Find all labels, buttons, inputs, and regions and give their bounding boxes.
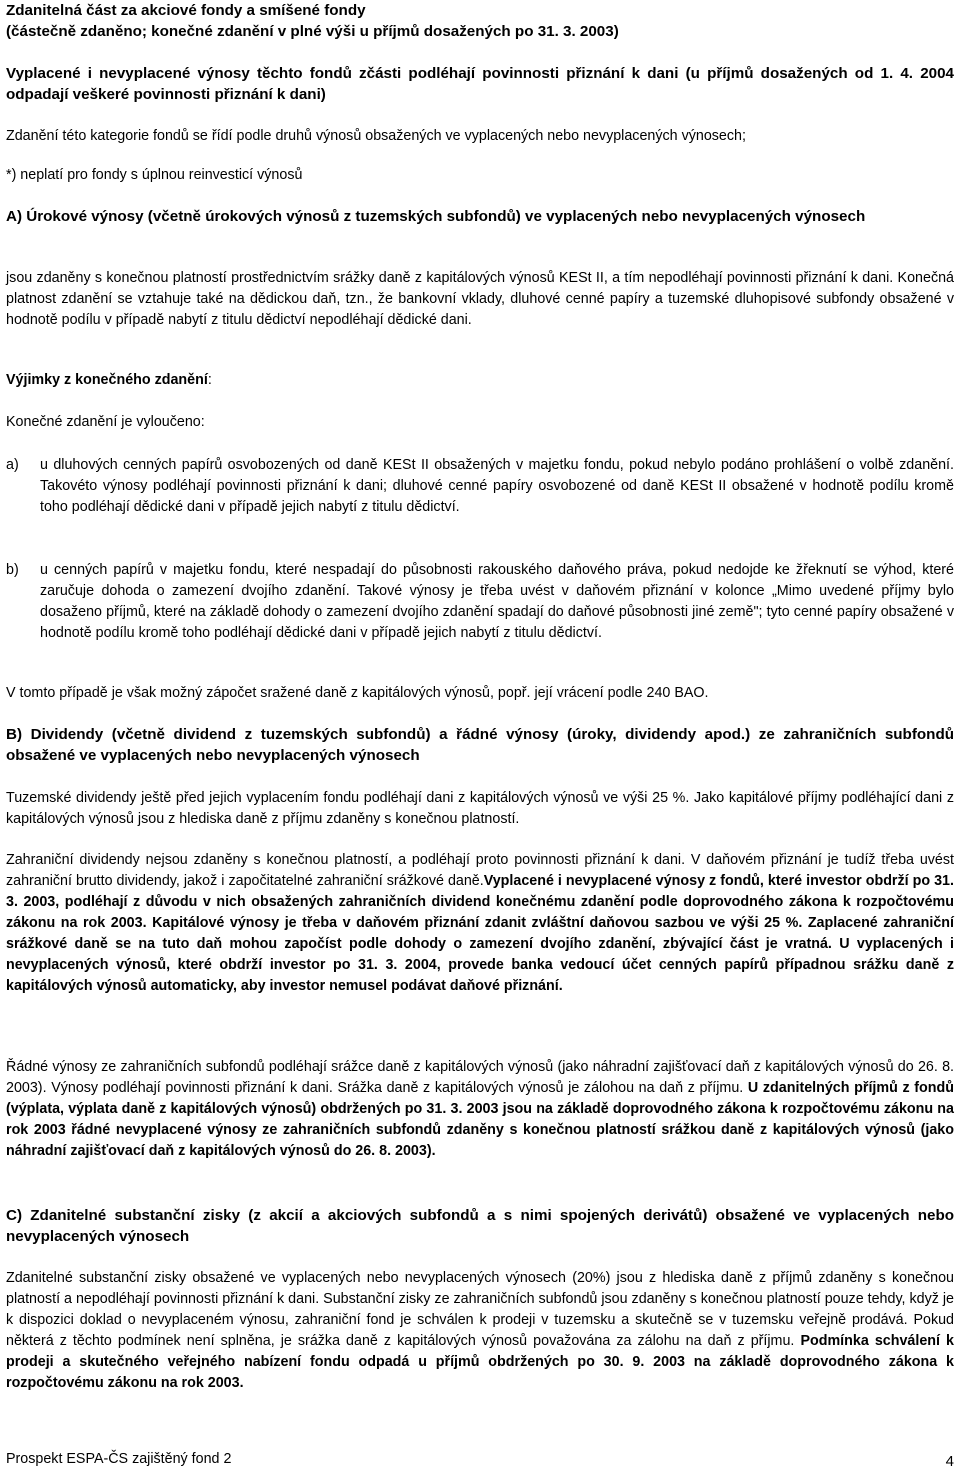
intro-paragraph xyxy=(6,63,954,105)
section-b-p3-normal: Řádné výnosy ze zahraničních subfondů podléhají srážce daně z kapitálových výnosů (jako náhradní zajišťovací daň z kapitálových výnosů do 26. 8. 2003). Výnosy podléhají povinnosti přiznání k dani. Srážka daně z kapitálových výnosů je zálohou na daň z příjmu. xyxy=(6,1059,954,1096)
list-marker: a) xyxy=(6,457,19,473)
excluded-paragraph: Konečné zdanění je vyloučeno: xyxy=(6,414,205,430)
section-c-paragraph-1 xyxy=(6,1268,954,1394)
credit-paragraph: V tomto případě je však možný zápočet sražené daně z kapitálových výnosů, popř. její vrácení podle 240 BAO. xyxy=(6,685,709,701)
intro-bold-text: Vyplacené i nevyplacené výnosy těchto fondů zčásti podléhají povinnosti přiznání k dani (u příjmů dosažených od 1. 4. xyxy=(6,65,914,82)
document-title xyxy=(6,0,954,42)
title-line-1: Zdanitelná část za akciové fondy a smíšené fondy xyxy=(6,2,366,19)
exceptions-heading xyxy=(6,370,954,391)
section-b-heading: B) Dividendy (včetně dividend z tuzemských subfondů) a řádné výnosy (úroky, dividendy apod.) ze zahraničních subfondů obsažené ve vyplacených nebo nevyplacených výnosech xyxy=(6,726,954,764)
section-c-p1-normal: Zdanitelné substanční zisky obsažené ve vyplacených nebo nevyplacených výnosech (20%) jsou z hlediska daně z příjmů zdaněny s konečnou platností a nepodléhají povinnosti přiznání k dani. Substanční zisky ze zahraničních subfondů jsou zdaněny s konečnou platností pouze tehdy, když je k dispozici doklad o nevyplaceném výnosu, zahraniční fond je schválen k prodeji v tuzemsku a skutečně se v tuzemsku veřejně prodává. Pokud některá z těchto podmínek není splněna, je srážka daně z kapitálových výnosů považována za zálohu na daň z příjmu. xyxy=(6,1270,954,1349)
section-b-paragraph-1: Tuzemské dividendy ještě před jejich vyplacením fondu podléhají dani z kapitálových výnosů ve výši 25 %. Jako kapitálové příjmy podléhající dani z kapitálových výnosů jsou z hlediska daně z příjmu zdaněny s konečnou platností. xyxy=(6,790,954,827)
exception-item-b xyxy=(6,560,954,644)
section-c-heading: C) Zdanitelné substanční zisky (z akcií a akciových subfondů a s nimi spojených derivátů) obsažené ve vyplacených nebo nevyplacených výnosech xyxy=(6,1207,954,1245)
page-footer xyxy=(6,1449,954,1470)
section-b-p3-bold: U zdanitelných příjmů z fondů (výplata, výplata daně z kapitálových výnosů) obdržených po 31. 3. 2003 jsou na základě doprovodného zákona k rozpočtovému zákonu na rok 2003 řádné nevyplacené výnosy ze zahraničních subfondů zdaněny s konečnou platností srážkou daně z kapitálových výnosů (jako náhradní zajišťovací daň z kapitálových výnosů do 26. 8. 2003). xyxy=(6,1080,954,1159)
section-b-p2-normal: Zahraniční dividendy nejsou zdaněny s konečnou platností, a podléhají proto povinnosti přiznání k dani. V daňovém přiznání je tudíž třeba uvést zahraniční brutto dividendy, jakož i započitatelné zahraniční srážkové daně. xyxy=(6,852,954,889)
exception-item-a xyxy=(6,455,954,518)
exceptions-heading-colon: : xyxy=(207,372,212,388)
list-marker: b) xyxy=(6,562,19,578)
title-line-2: (částečně zdaněno; konečné zdanění v plné výši u příjmů dosažených po 31. 3. 2003) xyxy=(6,23,619,40)
footer-prospect-label: Prospekt ESPA-ČS zajištěný fond 2 xyxy=(6,1451,232,1467)
category-paragraph: Zdanění této kategorie fondů se řídí podle druhů výnosů obsažených ve vyplacených nebo nevyplacených výnosech; xyxy=(6,128,746,144)
section-b-p2-bold: Vyplacené i nevyplacené výnosy z fondů, které investor obdrží po 31. 3. 2003, podléhají z důvodu v nich obsažených zahraničních dividend konečnému zdanění podle doprovodného zákona k rozpočtovému zákonu na rok 2003. Kapitálové výnosy je třeba v daňovém přiznání zdanit zvláštní daňovou sazbou ve výši 25 %. Zaplacené zahraniční srážkové daně se na tuto daň mohou započíst podle dohody o zamezení dvojího zdanění, zbývající část je vratná. U vyplacených i nevyplacených výnosů, které obdrží investor po 31. 3. 2004, provede banka vedoucí účet cenných papírů případnou srážku daně z kapitálových výnosů automaticky, aby investor nemusel podávat daňové přiznání. xyxy=(6,873,954,994)
list-item-text: u cenných papírů v majetku fondu, které nespadají do působnosti rakouského daňového práva, pokud nedojde ke žřeknutí se výhod, které zaručuje dohoda o zamezení dvojího zdanění. Takové výnosy je třeba uvést v daňovém přiznání v kolonce „Mimo uvedené příjmy bylo dosaženo příjmů, které na základě dohody o zamezení dvojího zdanění spadají do daňové působnosti jiné země"; tyto cenné papíry obsažené v hodnotě podílu kromě toho podléhají dědické dani v případě jejich nabytí z titulu dědictví. xyxy=(40,562,954,641)
reinvest-note: *) neplatí pro fondy s úplnou reinvesticí výnosů xyxy=(6,167,303,183)
intro-normal-text: 2004 odpadají veškeré povinnosti přiznání k dani) xyxy=(6,65,954,103)
exceptions-heading-bold: Výjimky z konečného zdanění xyxy=(6,372,208,388)
section-a-heading: A) Úrokové výnosy (včetně úrokových výnosů z tuzemských subfondů) ve vyplacených nebo nevyplacených výnosech xyxy=(6,208,866,225)
list-item-text: u dluhových cenných papírů osvobozených od daně KESt II obsažených v majetku fondu, pokud nebylo podáno prohlášení o volbě zdanění. Takovéto výnosy podléhají povinnosti přiznání k dani; dluhové cenné papíry osvobozené od daně KESt II obsažené v hodnotě podílu kromě toho podléhají dědické dani v případě jejich nabytí z titulu dědictví. xyxy=(40,457,954,515)
section-b-paragraph-2 xyxy=(6,850,954,997)
page-number: 4 xyxy=(945,1453,954,1470)
section-c-p1-bold: Podmínka schválení k prodeji a skutečného veřejného nabízení fondu odpadá u příjmů obdržených po 30. 9. 2003 na základě doprovodného zákona k rozpočtovému zákonu na rok 2003. xyxy=(6,1333,955,1391)
section-a-text: jsou zdaněny s konečnou platností prostřednictvím srážky daně z kapitálových výnosů KESt II, a tím nepodléhají povinnosti přiznání k dani. Konečná platnost zdanění se vztahuje také na dědickou daň, tzn., že bankovní vklady, dluhové cenné papíry a tuzemské dluhopisové subfondy obsažené v hodnotě podílu v případě nabytí z titulu dědictví nepodléhají dědické dani. xyxy=(6,270,954,328)
section-b-paragraph-3 xyxy=(6,1057,954,1162)
